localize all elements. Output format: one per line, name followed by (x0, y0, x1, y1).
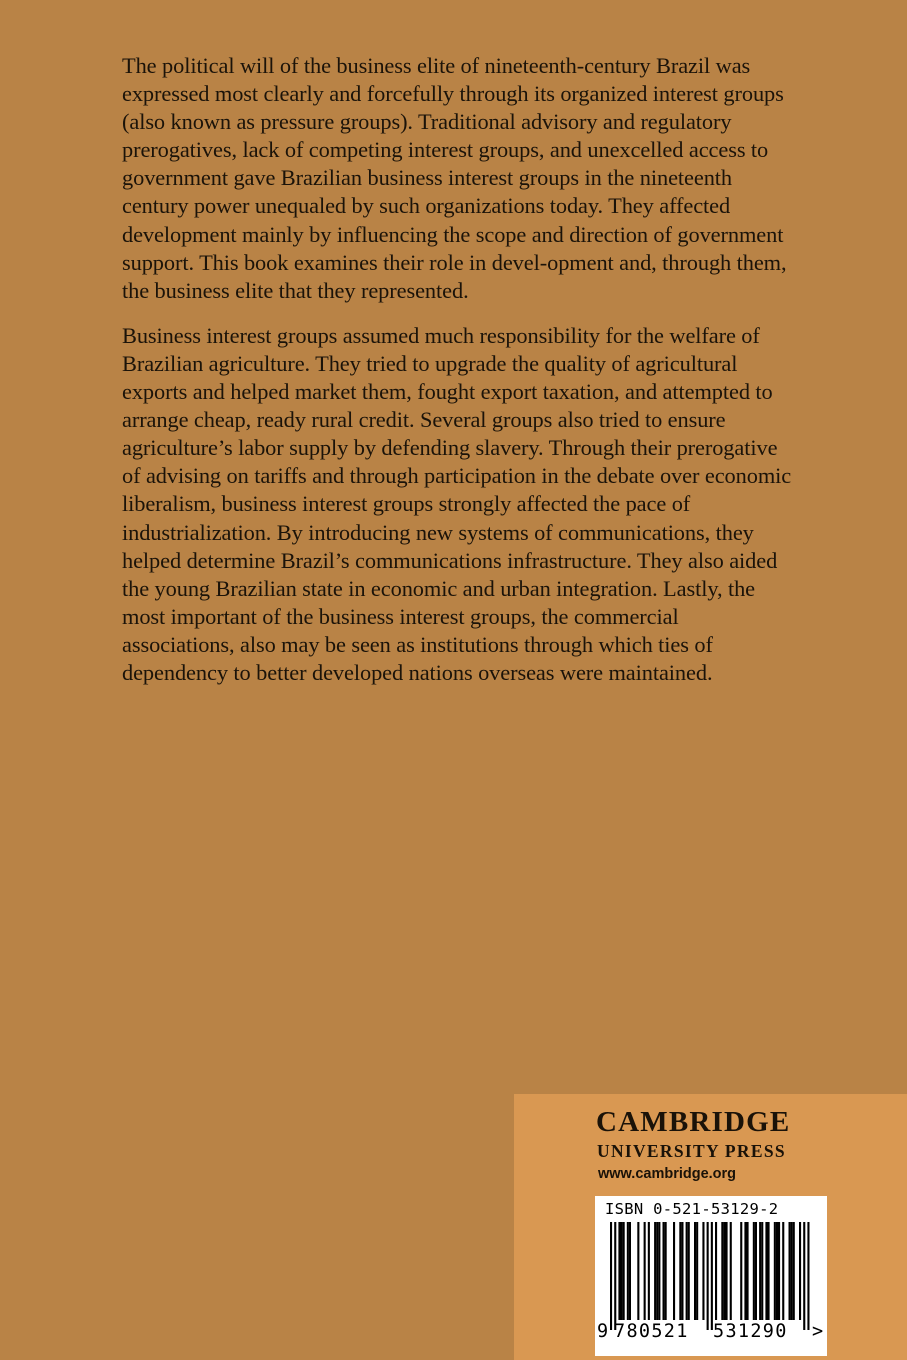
barcode-bar (759, 1222, 761, 1320)
barcode-bar (744, 1222, 746, 1320)
barcode-bar (768, 1222, 770, 1320)
barcode-bar (753, 1222, 755, 1320)
barcode-bar (747, 1222, 749, 1320)
barcode-bar (627, 1222, 629, 1320)
barcode-bar (681, 1222, 683, 1320)
barcode-bar (614, 1222, 616, 1330)
ean-digits (595, 1321, 827, 1343)
barcode-bar (799, 1222, 801, 1320)
publisher-panel (514, 1094, 907, 1360)
barcode-bar (656, 1222, 658, 1320)
barcode-bar (711, 1222, 713, 1330)
isbn-barcode (595, 1196, 827, 1356)
barcode-bar (637, 1222, 639, 1320)
barcode-bar (789, 1222, 791, 1320)
barcode-bar (686, 1222, 688, 1320)
barcode-bar (776, 1222, 778, 1320)
barcode-bar (778, 1222, 780, 1320)
barcode-bar (694, 1222, 696, 1320)
barcode-bar (654, 1222, 656, 1320)
barcode-bar (782, 1222, 784, 1320)
barcode-bar (663, 1222, 665, 1320)
barcode-bar (644, 1222, 646, 1320)
barcode-bar (807, 1222, 809, 1330)
barcode-bar (803, 1222, 805, 1330)
barcode-bar (765, 1222, 767, 1320)
barcode-bar (791, 1222, 793, 1320)
publisher-name: CAMBRIDGE (596, 1106, 791, 1138)
barcode-bar (688, 1222, 690, 1320)
barcode-bar (618, 1222, 620, 1320)
barcode-bar (761, 1222, 763, 1320)
ean-arrow: > (812, 1321, 824, 1342)
blurb-paragraph-2: Business interest groups assumed much responsibility for the welfare of Brazilian agriculture. They tried to upgrade the quality of agricultural exports and helped market them, fought export taxation, and attempted to arrange cheap, ready rural credit. Several groups also tried to ensure agriculture’s labor supply by defending slavery. Through their prerogative of advising on tariffs and through participation in the debate over economic liberalism, business interest groups strongly affected the pace of industrialization. By introducing new systems of communications, they helped determine Brazil’s communications infrastructure. They also aided the young Brazilian state in economic and urban integration. Lastly, the most important of the business interest groups, the commercial associations, also may be seen as institutions through which ties of dependency to better developed nations overseas were maintained. (122, 322, 792, 685)
barcode-bar (755, 1222, 757, 1320)
barcode-bar (679, 1222, 681, 1320)
barcode-bar (702, 1222, 704, 1320)
publisher-subtitle: UNIVERSITY PRESS (597, 1141, 786, 1161)
barcode-bar (721, 1222, 723, 1320)
barcode-bar (774, 1222, 776, 1320)
barcode-bar (707, 1222, 709, 1330)
blurb-paragraph-1: The political will of the business elite of nineteenth-century Brazil was expressed most clearly and forcefully through its organized interest groups (also known as pressure groups). Traditional advisory and regulatory prerogatives, lack of competing interest groups, and unexcelled access to government gave Brazilian business interest groups in the nineteenth century power unequaled by such organizations today. They affected development mainly by influencing the scope and direction of government support. This book examines their role in devel-opment and, through them, the business elite that they represented. (122, 53, 787, 303)
barcode-bar (793, 1222, 795, 1320)
ean-right-group: 531290 (713, 1321, 788, 1342)
barcode-bar (658, 1222, 660, 1320)
publisher-url: www.cambridge.org (598, 1166, 737, 1182)
barcode-bar (723, 1222, 725, 1320)
barcode-bar (665, 1222, 667, 1320)
barcode-bar (715, 1222, 717, 1320)
barcode-bar (726, 1222, 728, 1320)
ean-first-digit: 9 (597, 1321, 609, 1342)
barcode-bar (648, 1222, 650, 1320)
barcode-bar (696, 1222, 698, 1320)
barcode-bar (673, 1222, 675, 1320)
barcode-bar (740, 1222, 742, 1320)
barcode-bar (730, 1222, 732, 1320)
ean-left-group: 780521 (614, 1321, 689, 1342)
isbn-label: ISBN 0-521-53129-2 (605, 1200, 779, 1218)
barcode-bar (621, 1222, 623, 1320)
barcode-bar (629, 1222, 631, 1320)
barcode-bar (610, 1222, 612, 1330)
blurb-text (122, 52, 792, 704)
barcode-bar (623, 1222, 625, 1320)
